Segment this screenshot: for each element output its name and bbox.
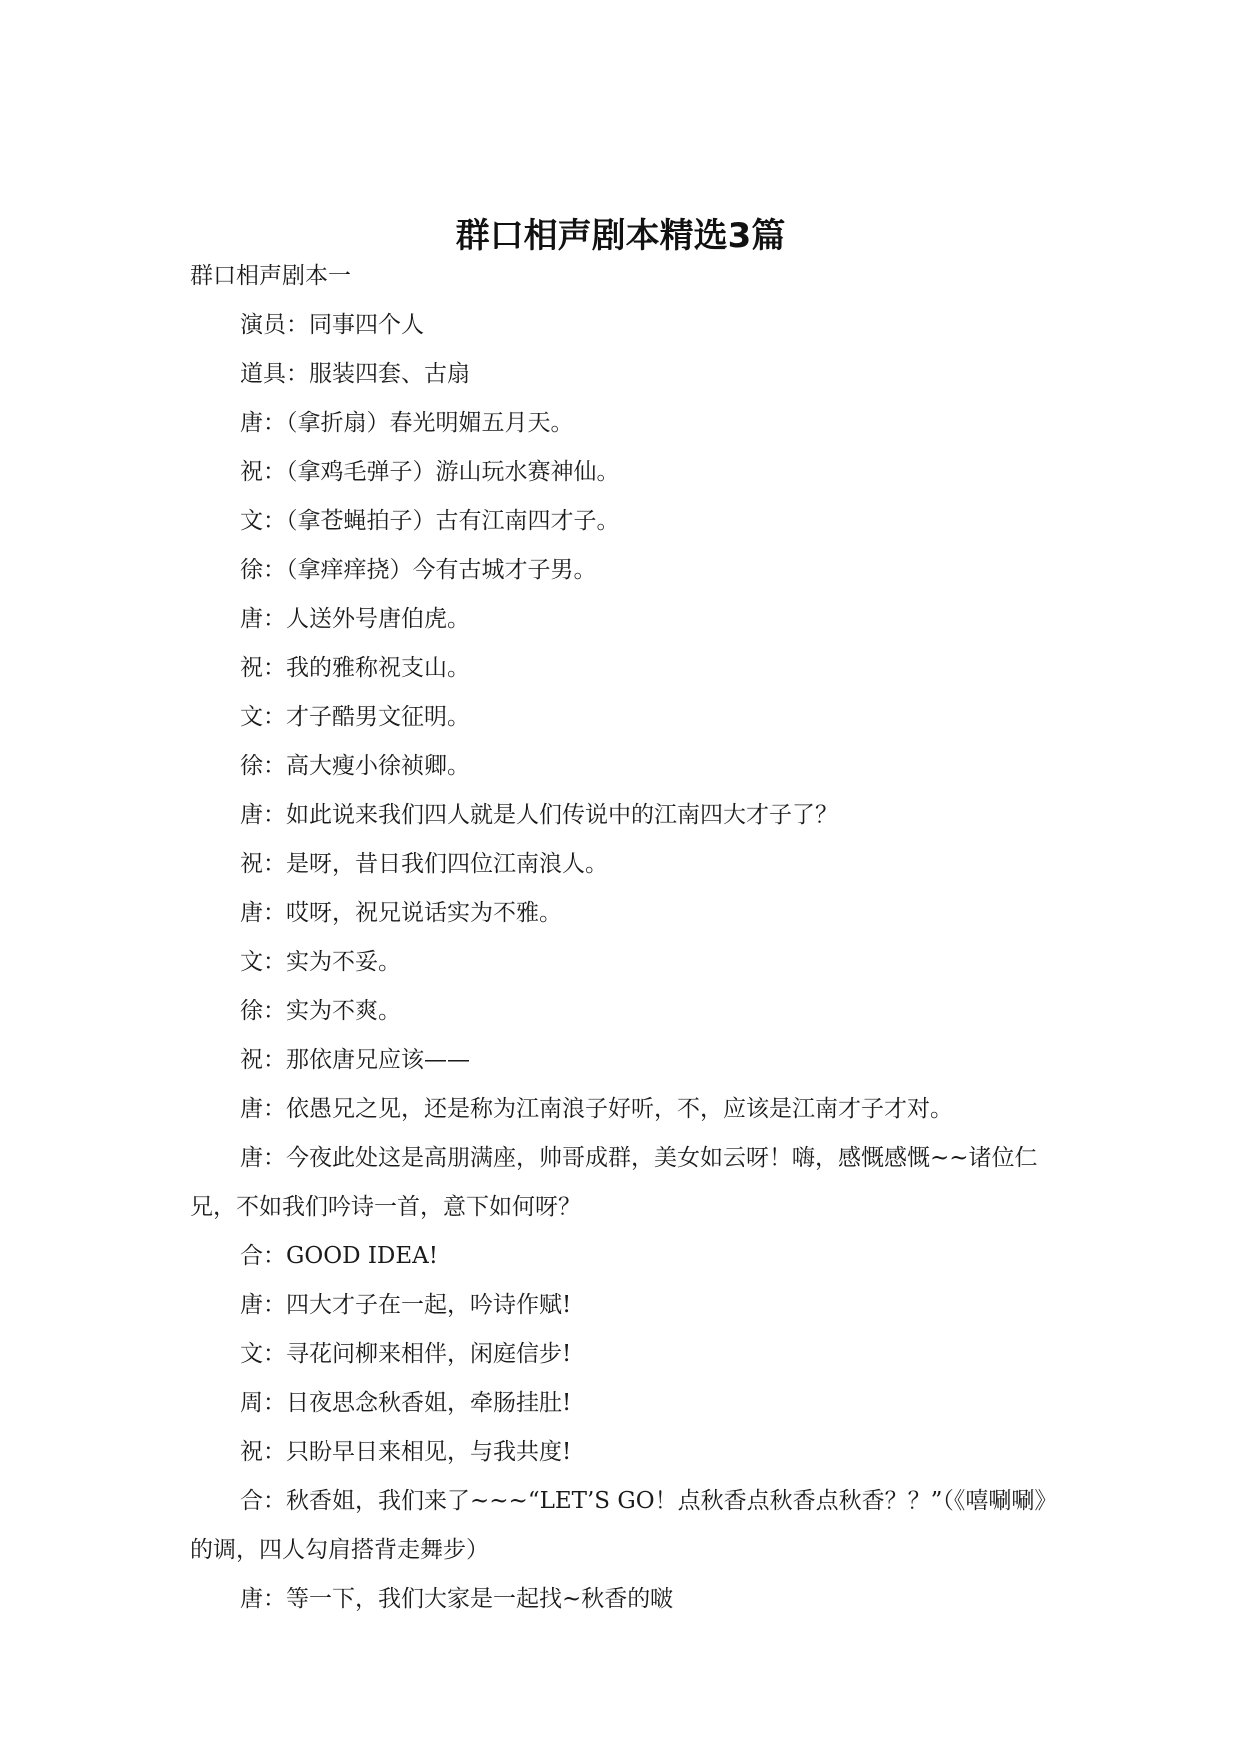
script-line: 合：GOOD IDEA! [240,1243,439,1269]
script-line: 唐：今夜此处这是高朋满座，帅哥成群，美女如云呀！嗨，感慨感慨~~诸位仁兄，不如我们吟诗一首，意下如何呀？ [190,1145,1038,1220]
script-line: 文：寻花问柳来相伴，闲庭信步! [240,1341,572,1367]
script-line: 徐：（拿痒痒挠）今有古城才子男。 [240,557,597,583]
document-body [190,252,1050,1624]
script-line: 唐：（拿折扇）春光明媚五月天。 [240,410,574,436]
section-heading: 群口相声剧本一 [190,263,351,289]
script-line: 合：秋香姐，我们来了~~~“LET’S GO！点秋香点秋香点秋香？？”（《嘻唰唰》的调，四人勾肩搭背走舞步） [190,1488,1046,1563]
script-line: 祝：是呀，昔日我们四位江南浪人。 [240,851,608,877]
script-line: 文：（拿苍蝇拍子）古有江南四才子。 [240,508,620,534]
script-line: 祝：只盼早日来相见，与我共度! [240,1439,572,1465]
script-line: 徐：实为不爽。 [240,998,401,1024]
document-title: 群口相声剧本精选3篇 [455,215,786,256]
script-line: 文：才子酷男文征明。 [240,704,470,730]
script-line: 祝：（拿鸡毛弹子）游山玩水赛神仙。 [240,459,620,485]
script-line: 祝：那依唐兄应该—— [240,1047,470,1073]
script-line: 徐：高大瘦小徐祯卿。 [240,753,470,779]
script-line: 唐：等一下，我们大家是一起找~秋香的啵 [240,1586,674,1612]
script-line: 唐：如此说来我们四人就是人们传说中的江南四大才子了？ [240,802,838,828]
script-line: 周：日夜思念秋香姐，牵肠挂肚! [240,1390,572,1416]
script-line: 唐：人送外号唐伯虎。 [240,606,470,632]
script-line: 文：实为不妥。 [240,949,401,975]
script-line: 道具：服装四套、古扇 [240,361,470,387]
script-line: 唐：依愚兄之见，还是称为江南浪子好听，不，应该是江南才子才对。 [240,1096,953,1122]
script-line: 唐：哎呀，祝兄说话实为不雅。 [240,900,562,926]
script-line: 祝：我的雅称祝支山。 [240,655,470,681]
script-line: 演员：同事四个人 [240,312,424,338]
script-line: 唐：四大才子在一起，吟诗作赋! [240,1292,572,1318]
